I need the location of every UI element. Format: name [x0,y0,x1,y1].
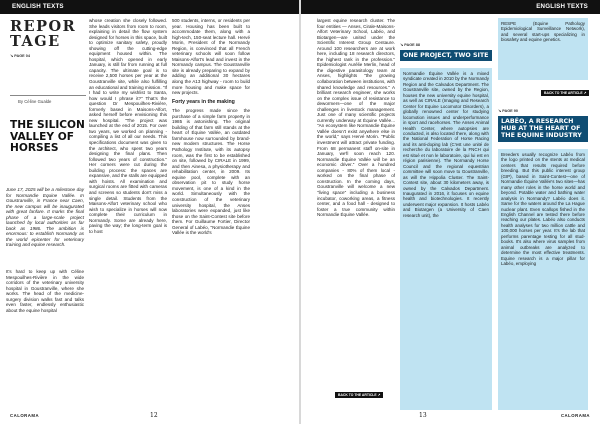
reportage-title [10,19,76,49]
box-1-page-ref: ↘ PAGE 88 [400,43,420,47]
article-body-col-2 [89,18,167,238]
right-page [301,0,600,424]
box-1-title: ONE PROJECT, TWO SITE [400,50,492,61]
col-3-para-2: The progress made since the purchase of a simple farm property in 1985 is astonishing. The original building of that farm still stands at the heart of Équine Vallée, an outdated farmhouse now surrounded by brand-new modern structures. The Horse Pathology Institute, with its autopsy room, was the first to be established on site, followed by CIRALE in 1999, and then Ainesa, a physiotherapy and rehabilitation center, in 2009. Its equine pool, complete with an observation pit to study horse movement, is one of a kind in the world. Simultaneously with the construction of the veterinary university hospital, the Anses laboratories were expanded, just like those on the Saint-Contest site before them. For Guillaume Fortier, Director General of Labéo, "Normandie Équine Vallée is the world's [172,108,250,236]
page-number: 12 [150,412,158,419]
article-lead: June 17, 2025 will be a milestone day for Normandie Equine Vallée. In Goustranville, in France near Caen, the new campus will be inaugurated with great fanfare. It marks the final phase of a large-scale project launched by local authorities as far back as 1986. The ambition is enormous: to establish Normandy as the world epicenter for veterinary training and equine research. [6,187,84,247]
col-4-text: largest equine research cluster. The four entities — Anses, Cirale-Maisons-Alfort Veterinary School, Labéo, and Biotargen—are united under the Scientific Interest Group Centaure. Around 100 researchers are at work here, including 18 research directors, the highest rank in the profession." Epidemiologist Aurélie Merlin, head of the digestive parasitology team at Anses, highlights "the growing collaboration between institutions, with shared knowledge and resources." A brilliant research engineer, she works on the complex issue of resistance to dewormers—one of the major challenges in livestock management. Just one of many scientific projects currently underway at Équine Vallée... "An ecosystem like Normandie Équine Vallée doesn't exist anywhere else in the world," says Hervé Morin. "Public investment will attract private funding. From 68 permanent staff on-site in January, we'll soon reach 120. Normandie Équine Vallée will be an economic driver." Over a hundred companies - 80% of them local - worked on the final phase of construction. In the coming days, Goustranville will welcome a new "living space" including a business incubator, coworking areas, a fitness center, and a food hall - designed to foster a true community within Normandie Équine Vallée. [317,18,395,218]
left-page [0,0,299,424]
brand-logo: CALORAMA [10,413,40,418]
article-title: THE SILICON VALLEY OF HORSES [10,119,85,154]
byline: By Céline Gualde [18,99,52,104]
back-to-article-button-2[interactable]: BACK TO THE ARTICLE ↗ [541,90,589,96]
back-to-article-button[interactable]: BACK TO THE ARTICLE ↗ [335,392,383,398]
subheading: Forty years in the making [172,98,235,105]
box-2-body: Breeders usually recognize Labéo from the logo printed on the stents at medical centers that results required before breeding. But this public interest group (GIP), based in Saint-Contest—one of Normandie Équine Vallée's two sites—has many other roles in the horse world and beyond. Potable water and bathing water analysis in Normandy? Labéo does it. Same for the waters around the La Hague nuclear plant. Even scallops fished in the English Channel are tested there before reaching our plates. Labéo also conducts health analyses for two million cattle and 100,000 horses per year. It's the lab that performs parentage testing for all stud-books. It's also where virus samples from animal outbreaks are analyzed to determine the most effective treatments. Equine research is a major pillar for Labéo, employing [498,149,588,410]
box-2-page-ref: ↘ PAGE 90 [498,109,518,113]
section-label: ENGLISH TEXTS [536,3,588,10]
section-label: ENGLISH TEXTS [12,3,64,10]
reportage-line-2: TAGE [10,33,61,50]
col-3-para-1: 500 students, interns, or residents per year. Housing has been built to accommodate them, along with a high-tech, 150-seat lecture hall. Hervé Morin, President of the Normandy Region, is convinced that all French veterinary schools will soon follow Maisons-Alfort's lead and invest in the Normandy campus. The Goustranville site is already preparing to expand by adding an additional 30 hectares along the A13 highway - room to build more housing and make space for new projects. [172,18,250,96]
section-header-bar [0,0,299,14]
divider [10,95,86,96]
page-number: 13 [419,412,427,419]
page-ref: ↘ PAGE 04 [10,54,30,58]
section-header-bar [301,0,600,14]
reportage-line-1: REPOR [10,18,77,35]
box-2-title: LABÉO, A RESEARCH HUB AT THE HEART OF THE EQUINE INDUSTRY [498,116,588,142]
box-1-continued: RESPE (Equine Pathology Epidemiological Surveillance Network), and several start-ups specializing in biosafety and equine genetics. [498,18,588,80]
article-body-col-4 [317,18,395,406]
box-1-body: Normandie Équine Vallée is a mixed syndicate created in 2010 by the Normandy Region and the Calvados Department. The Goustranville site, owned by the Region, houses the new university equine hospital, as well as CIRALE (Imaging and Research Center for Equine Locomotor Disorders), a globally renowned center for studying locomotion issues and underperformance in sport and racehorses. The Anses Animal Health Center, where autopsies are conducted, is also located there, along with the National Federation of Horse Racing and its anti-doping lab (C'est une unité de recherche du laboratoire de la FNCH qui est situé et non le laboratoire, qui lui est en région parisienne). The Normandy Horse Council and the regional equestrian committee will soon move to Goustranville, as will the Hippolia Cluster. The Saint-Contest site, about 30 kilometers away, is owned by the Calvados Department. Inaugurated in 2016, it focuses on equine health and biotechnologies. It recently underwent major expansion. It hosts Labéo and Biotargen (a University of Caen research unit), the [400,68,492,410]
article-body-col-1: It's hard to keep up with Céline Mespouilhes-Rivière in the wide corridors of the veterinary university hospital in Goustranville, where she works. The head of the medicine-surgery division walks fast and talks even faster, endlessly enthusiastic about the equine hospital [6,269,84,313]
col-2-text: whose creation she closely followed. She leads visitors from room to room, explaining in detail the flow system designed for horses in this space, built to optimize sanitary safety, proudly showing off the cutting-edge equipment housed within. The hospital, which opened in early January, is still far from running at full capacity. The ultimate goal is to receive 2,500 horses per year at the Goustranville site, while also fulfilling an educational and training mission. "If I had to write my wishlist to Santa, how would I phrase it?" That's the question Dr Mespouilhes-Rivière, formerly based in Maisons-Alfort, asked herself before envisioning this new hospital. "The project was launched at the end of 2015. For over two years, we worked on planning - compiling a list of all our needs. This specifications document was given to the architect, who spent two years designing the final plans. Then followed two years of construction." Her corners were cut during the building process: the spaces are expansive, and the stalls are equipped with hoists. All examination and surgical rooms are fitted with cameras and screens so students don't miss a single detail. Students from the Maisons-Alfort veterinary school who wish to specialize in horses will now complete their curriculum in Normandy. Some are already here, paving the way; the long-term goal is to host [89,18,167,234]
brand-logo: CALORAMA [560,413,590,418]
article-body-col-3 [172,18,250,240]
